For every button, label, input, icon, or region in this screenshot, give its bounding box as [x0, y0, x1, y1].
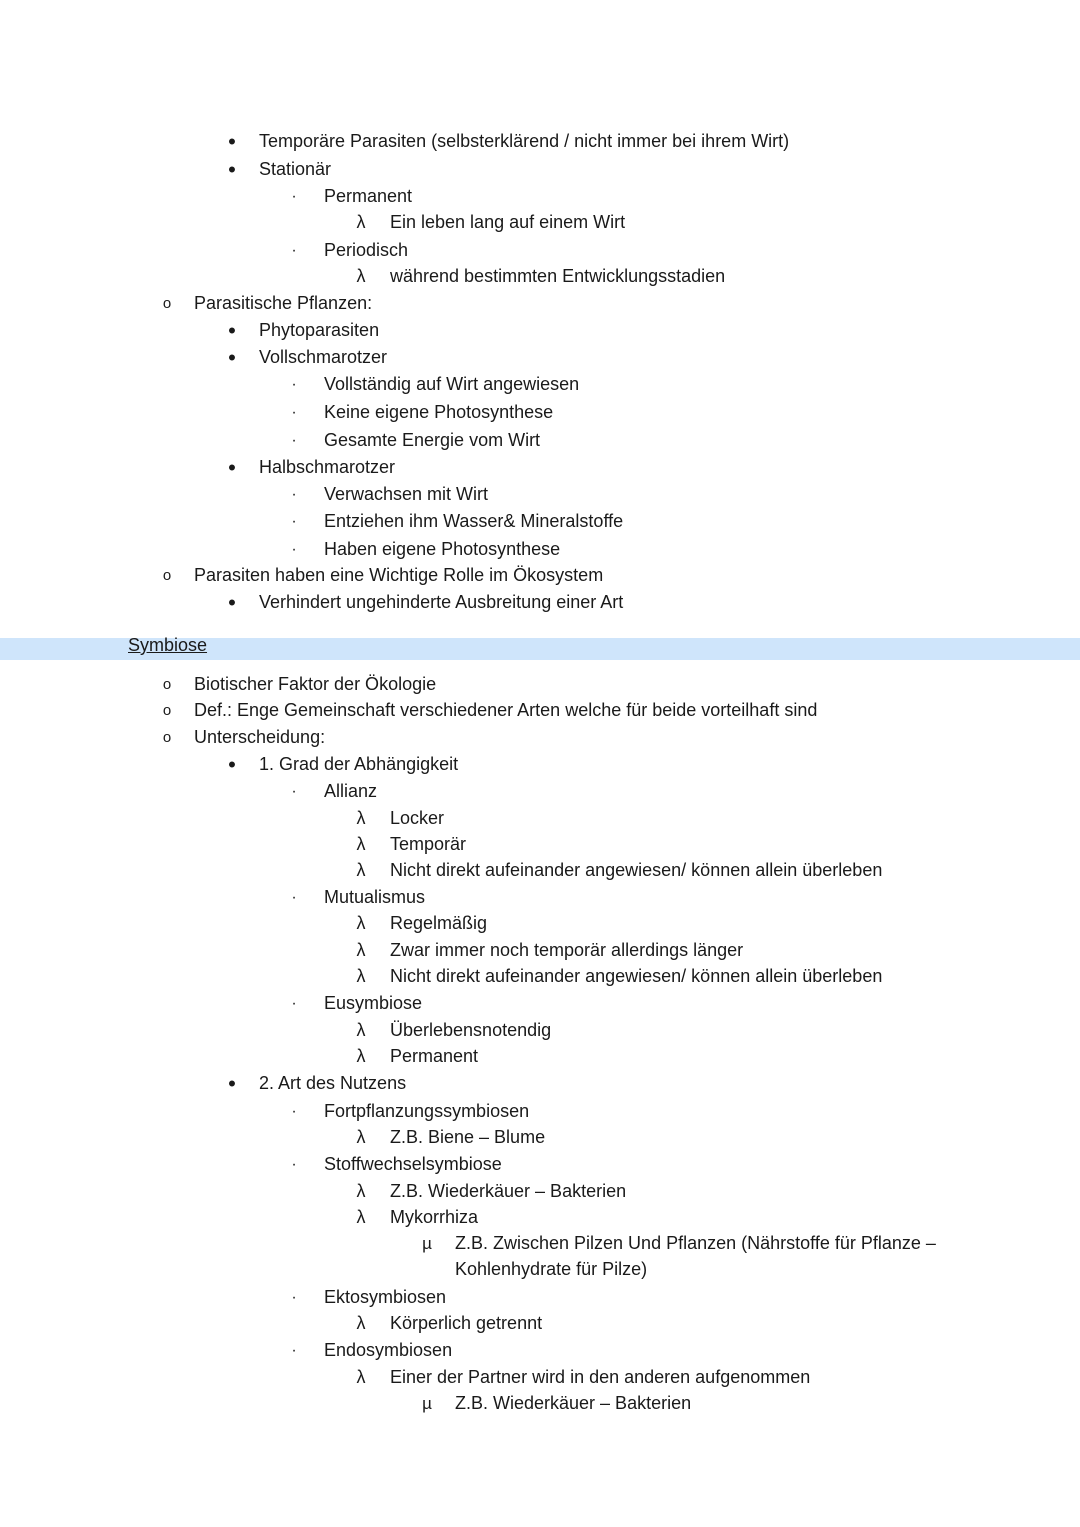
list-item-text: Biotischer Faktor der Ökologie — [194, 674, 437, 694]
lambda-icon: λ — [356, 1181, 366, 1201]
list-item-text: Z.B. Wiederkäuer – Bakterien — [455, 1393, 692, 1413]
list-item-text: Fortpflanzungssymbiosen — [324, 1101, 530, 1121]
lambda-icon: λ — [356, 1207, 366, 1227]
list-item-text: Permanent — [324, 186, 413, 206]
list-item-text: Parasiten haben eine Wichtige Rolle im Ökosystem — [194, 565, 604, 585]
list-item-text: Locker — [390, 808, 445, 828]
list-item-text: Überlebensnotendig — [390, 1020, 552, 1040]
list-item-text: Allianz — [324, 781, 378, 801]
bullet-icon: • — [228, 157, 236, 182]
lambda-icon: λ — [356, 1127, 366, 1147]
list-item-text: Z.B. Wiederkäuer – Bakterien — [390, 1181, 627, 1201]
small-dot-icon: · — [291, 1342, 297, 1359]
list-item-text: Unterscheidung: — [194, 727, 326, 747]
list-item-text: 1. Grad der Abhängigkeit — [259, 754, 459, 774]
small-dot-icon: · — [291, 783, 297, 800]
list-item-text: Mutualismus — [324, 887, 426, 907]
list-item-text: Einer der Partner wird in den anderen aufgenommen — [390, 1367, 811, 1387]
list-item-text: Entziehen ihm Wasser& Mineralstoffe — [324, 511, 624, 531]
small-dot-icon: · — [291, 432, 297, 449]
lambda-icon: λ — [356, 1367, 366, 1387]
list-item-text: Vollständig auf Wirt angewiesen — [324, 374, 580, 394]
lambda-icon: λ — [356, 212, 366, 232]
list-item-text: Periodisch — [324, 240, 409, 260]
lambda-icon: λ — [356, 913, 366, 933]
circle-bullet-icon: o — [162, 702, 172, 719]
list-item-text: Endosymbiosen — [324, 1340, 453, 1360]
list-item-text: Zwar immer noch temporär allerdings länger — [390, 940, 744, 960]
small-dot-icon: · — [291, 1156, 297, 1173]
small-dot-icon: · — [291, 1103, 297, 1120]
bullet-icon: • — [228, 318, 236, 343]
mu-icon: µ — [422, 1394, 432, 1413]
lambda-icon: λ — [356, 266, 366, 286]
lambda-icon: λ — [356, 860, 366, 880]
small-dot-icon: · — [291, 541, 297, 558]
list-item-text: Ein leben lang auf einem Wirt — [390, 212, 626, 232]
small-dot-icon: · — [291, 188, 297, 205]
list-item-text: Körperlich getrennt — [390, 1313, 543, 1333]
list-item-text: während bestimmten Entwicklungsstadien — [390, 266, 726, 286]
list-item-text: Temporär — [390, 834, 467, 854]
circle-bullet-icon: o — [162, 295, 172, 312]
list-item-text: Gesamte Energie vom Wirt — [324, 430, 541, 450]
bullet-icon: • — [228, 129, 236, 154]
list-item-text: Eusymbiose — [324, 993, 423, 1013]
lambda-icon: λ — [356, 834, 366, 854]
small-dot-icon: · — [291, 1289, 297, 1306]
circle-bullet-icon: o — [162, 676, 172, 693]
section-heading: Symbiose — [128, 635, 208, 655]
list-item-text: Keine eigene Photosynthese — [324, 402, 554, 422]
circle-bullet-icon: o — [162, 567, 172, 584]
bullet-icon: • — [228, 590, 236, 615]
list-item-text: Stationär — [259, 159, 332, 179]
list-item-text: Halbschmarotzer — [259, 457, 396, 477]
mu-icon: µ — [422, 1234, 432, 1253]
list-item-text: Ektosymbiosen — [324, 1287, 447, 1307]
list-item-text: Mykorrhiza — [390, 1207, 479, 1227]
small-dot-icon: · — [291, 513, 297, 530]
list-item-text: Parasitische Pflanzen: — [194, 293, 373, 313]
list-item-text: Verhindert ungehinderte Ausbreitung einer Art — [259, 592, 624, 612]
lambda-icon: λ — [356, 966, 366, 986]
list-item-text: Regelmäßig — [390, 913, 488, 933]
small-dot-icon: · — [291, 242, 297, 259]
bullet-icon: • — [228, 455, 236, 480]
small-dot-icon: · — [291, 486, 297, 503]
list-item-text: Kohlenhydrate für Pilze) — [455, 1259, 648, 1279]
small-dot-icon: · — [291, 889, 297, 906]
lambda-icon: λ — [356, 808, 366, 828]
list-item-text: Phytoparasiten — [259, 320, 380, 340]
list-item-text: Vollschmarotzer — [259, 347, 388, 367]
lambda-icon: λ — [356, 1020, 366, 1040]
list-item-text: Nicht direkt aufeinander angewiesen/ können allein überleben — [390, 860, 883, 880]
bullet-icon: • — [228, 752, 236, 777]
lambda-icon: λ — [356, 1313, 366, 1333]
list-item-text: 2. Art des Nutzens — [259, 1073, 407, 1093]
small-dot-icon: · — [291, 404, 297, 421]
list-item-text: Verwachsen mit Wirt — [324, 484, 489, 504]
lambda-icon: λ — [356, 940, 366, 960]
bullet-icon: • — [228, 1071, 236, 1096]
list-item-text: Temporäre Parasiten (selbsterklärend / nicht immer bei ihrem Wirt) — [259, 131, 790, 151]
list-item-text: Permanent — [390, 1046, 479, 1066]
list-item-text: Nicht direkt aufeinander angewiesen/ können allein überleben — [390, 966, 883, 986]
list-item-text: Z.B. Biene – Blume — [390, 1127, 546, 1147]
list-item-text: Haben eigene Photosynthese — [324, 539, 561, 559]
circle-bullet-icon: o — [162, 729, 172, 746]
bullet-icon: • — [228, 345, 236, 370]
lambda-icon: λ — [356, 1046, 366, 1066]
small-dot-icon: · — [291, 376, 297, 393]
list-item-text: Def.: Enge Gemeinschaft verschiedener Arten welche für beide vorteilhaft sind — [194, 700, 818, 720]
small-dot-icon: · — [291, 995, 297, 1012]
list-item-text: Stoffwechselsymbiose — [324, 1154, 502, 1174]
list-item-text: Z.B. Zwischen Pilzen Und Pflanzen (Nährstoffe für Pflanze – — [455, 1233, 936, 1253]
